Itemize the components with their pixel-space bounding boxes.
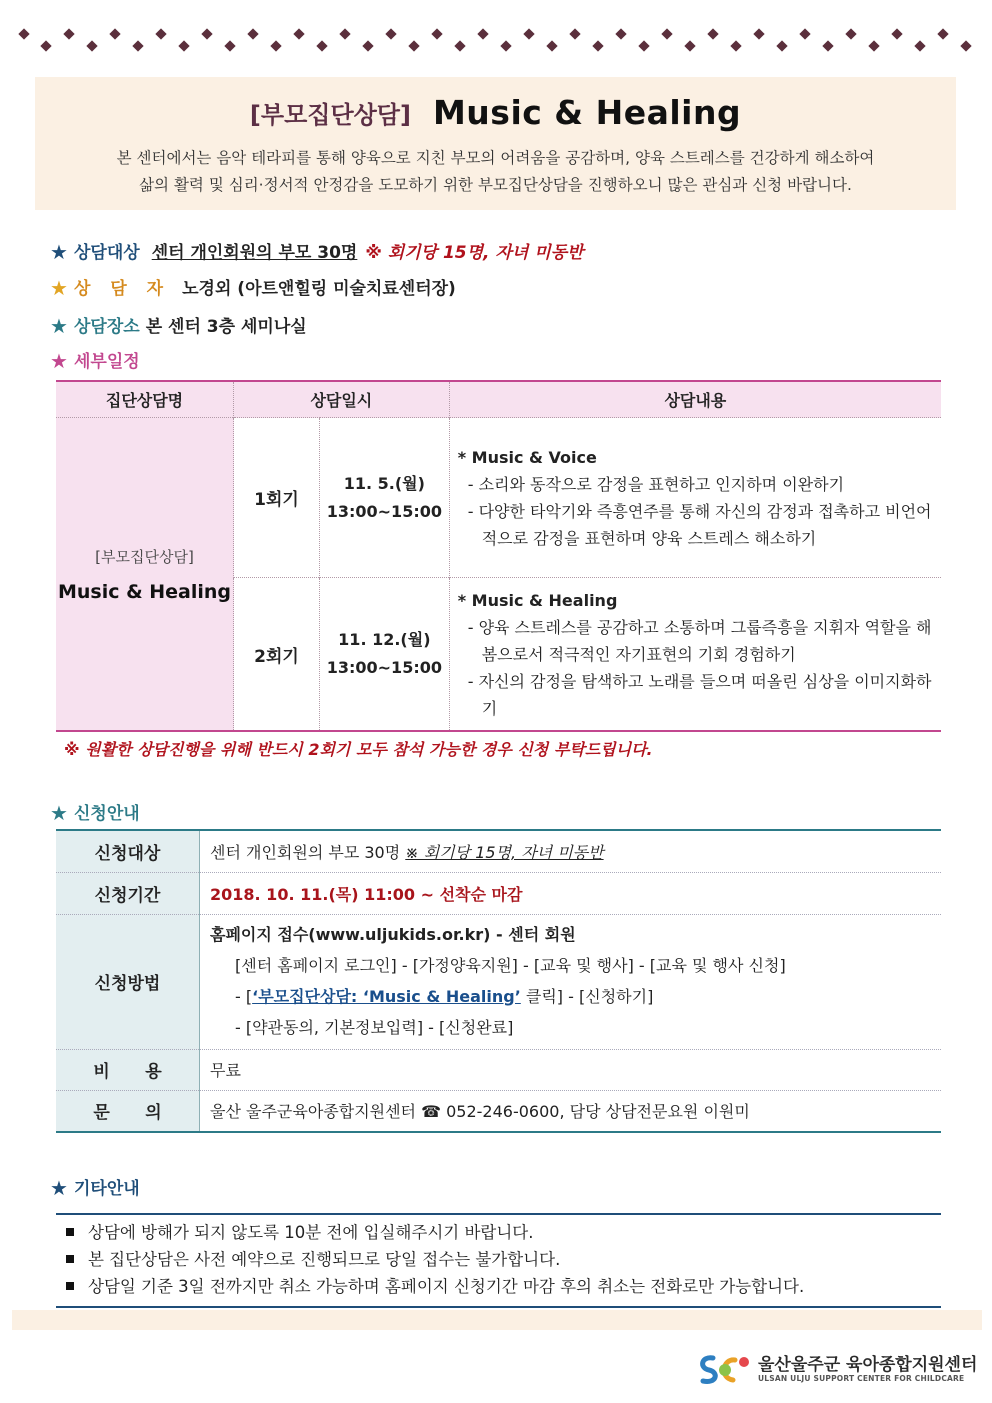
table-row — [56, 1049, 941, 1090]
list-item — [56, 1219, 941, 1246]
session-title: * Music & Healing — [457, 590, 618, 610]
info-place-row — [50, 312, 307, 338]
star-icon: ★ — [50, 240, 68, 264]
info-counselor-row — [50, 274, 456, 300]
method-line: 홈페이지 접수(www.uljukids.or.kr) - 센터 회원 — [210, 924, 576, 944]
star-icon: ★ — [50, 1176, 68, 1200]
table-header: 상담일시 — [234, 381, 450, 418]
session-item: - 다양한 타악기와 즉흥연주를 통해 자신의 감정과 접촉하고 비언어적으로 감정을 표현하며 양육 스트레스 해소하기 — [467, 501, 932, 548]
group-name-cell — [56, 418, 234, 732]
session-item: - 양육 스트레스를 공감하고 소통하며 그룹즉흥을 지휘자 역할을 해봄으로서 적극적인 자기표현의 기회 경험하기 — [467, 617, 932, 664]
method-text: 클릭] - [신청하기] — [520, 986, 654, 1006]
apply-contact-value: 울산 울주군육아종합지원센터 ☎ 052-246-0600, 담당 상담전문요원 이원미 — [200, 1090, 942, 1132]
session-no: 2회기 — [234, 578, 320, 732]
method-line: - [약관동의, 기본정보입력] - [신청완료] — [235, 1017, 514, 1037]
bullet-icon — [66, 1282, 74, 1290]
info-label: 상담장소 — [74, 317, 140, 337]
table-header: 상담내용 — [449, 381, 941, 418]
intro-line: 본 센터에서는 음악 테라피를 통해 양육으로 지친 부모의 어려움을 공감하며, 양육 스트레스를 건강하게 해소하여 — [116, 149, 875, 167]
intro-text — [55, 145, 936, 199]
session-content — [449, 418, 941, 578]
apply-cost-value: 무료 — [200, 1049, 942, 1090]
session-datetime — [320, 578, 450, 732]
bottom-band — [12, 1310, 982, 1330]
list-item — [56, 1273, 941, 1300]
table-row — [56, 872, 941, 914]
schedule-heading — [50, 347, 152, 373]
apply-key: 비 용 — [56, 1049, 200, 1090]
header-box — [35, 77, 956, 210]
logo-name-ko: 울산울주군 육아종합지원센터 — [758, 1355, 978, 1375]
info-label: 상 담 자 — [74, 279, 171, 299]
star-icon: ★ — [50, 276, 68, 300]
logo-name-en: ULSAN ULJU SUPPORT CENTER FOR CHILDCARE — [758, 1374, 965, 1383]
bullet-icon — [66, 1228, 74, 1236]
apply-key: 신청방법 — [56, 914, 200, 1049]
section-label: 세부일정 — [74, 352, 140, 372]
logo-mark-icon — [695, 1348, 755, 1390]
session-no: 1회기 — [234, 418, 320, 578]
group-name: Music & Healing — [57, 580, 232, 603]
session-content — [449, 578, 941, 732]
session-item: - 소리와 동작으로 감정을 표현하고 인지하며 이완하기 — [467, 474, 845, 494]
table-row — [56, 830, 941, 872]
table-header-row — [56, 381, 941, 418]
page-title — [35, 93, 956, 132]
apply-target-note: ※ 회기당 15명, 자녀 미동반 — [405, 842, 604, 862]
info-label: 상담대상 — [74, 243, 140, 263]
bullet-icon — [66, 1255, 74, 1263]
info-note: ※ 회기당 15명, 자녀 미동반 — [365, 243, 584, 263]
list-item-text: 본 집단상담은 사전 예약으로 진행되므로 당일 접수는 불가합니다. — [88, 1250, 561, 1269]
info-value: 노경외 (아트앤힐링 미술치료센터장) — [182, 279, 456, 299]
title-bracket: [부모집단상담] — [249, 101, 411, 129]
table-row — [56, 914, 941, 1049]
apply-heading — [50, 799, 152, 825]
center-logo — [695, 1348, 980, 1390]
section-label: 기타안내 — [74, 1179, 140, 1199]
apply-target-value: 센터 개인회원의 부모 30명 — [210, 842, 401, 862]
info-value: 본 센터 3층 세미나실 — [145, 317, 307, 337]
group-sub: [부모집단상담] — [95, 547, 194, 566]
list-item — [56, 1246, 941, 1273]
star-icon: ★ — [50, 314, 68, 338]
info-target-row — [50, 238, 583, 264]
intro-line: 삶의 활력 및 심리·정서적 안정감을 도모하기 위한 부모집단상담을 진행하오니 많은 관심과 신청 바랍니다. — [139, 176, 852, 194]
program-link[interactable]: ‘부모집단상담: ‘Music & Healing’ — [252, 986, 521, 1006]
schedule-footnote: ※ 원활한 상담진행을 위해 반드시 2회기 모두 참석 가능한 경우 신청 부탁드립니다. — [64, 740, 653, 759]
list-item-text: 상담일 기준 3일 전까지만 취소 가능하며 홈페이지 신청기간 마감 후의 취소는 전화로만 가능합니다. — [88, 1277, 805, 1296]
table-header: 집단상담명 — [56, 381, 234, 418]
apply-method-value — [200, 914, 942, 1049]
session-datetime — [320, 418, 450, 578]
schedule-table — [56, 380, 941, 732]
info-value: 센터 개인회원의 부모 30명 — [151, 243, 358, 263]
method-line: [센터 홈페이지 로그인] - [가정양육지원] - [교육 및 행사] - [교육 및 행사 신청] — [235, 955, 786, 975]
session-date: 11. 12.(월) — [338, 630, 431, 649]
session-date: 11. 5.(월) — [343, 473, 425, 493]
session-time: 13:00~15:00 — [326, 501, 442, 521]
etc-list — [56, 1213, 941, 1308]
table-row — [56, 1090, 941, 1132]
etc-heading — [50, 1174, 152, 1200]
session-time: 13:00~15:00 — [326, 658, 442, 677]
apply-key: 신청대상 — [56, 830, 200, 872]
star-icon: ★ — [50, 349, 68, 373]
apply-period-value: 2018. 10. 11.(목) 11:00 ~ 선착순 마감 — [200, 872, 942, 914]
method-line — [210, 981, 940, 1012]
star-icon: ★ — [50, 801, 68, 825]
session-title: * Music & Voice — [457, 447, 597, 467]
list-item-text: 상담에 방해가 되지 않도록 10분 전에 입실해주시기 바랍니다. — [88, 1223, 534, 1242]
table-row — [56, 418, 941, 578]
apply-key: 신청기간 — [56, 872, 200, 914]
session-item: - 자신의 감정을 탐색하고 노래를 들으며 떠올린 심상을 이미지화하기 — [467, 671, 932, 718]
section-label: 신청안내 — [74, 804, 140, 824]
method-text: - [ — [235, 986, 253, 1006]
apply-key: 문 의 — [56, 1090, 200, 1132]
apply-value — [200, 830, 942, 872]
decorative-diamond-row — [0, 22, 992, 62]
apply-table — [56, 829, 941, 1133]
title-main: Music & Healing — [432, 93, 742, 132]
